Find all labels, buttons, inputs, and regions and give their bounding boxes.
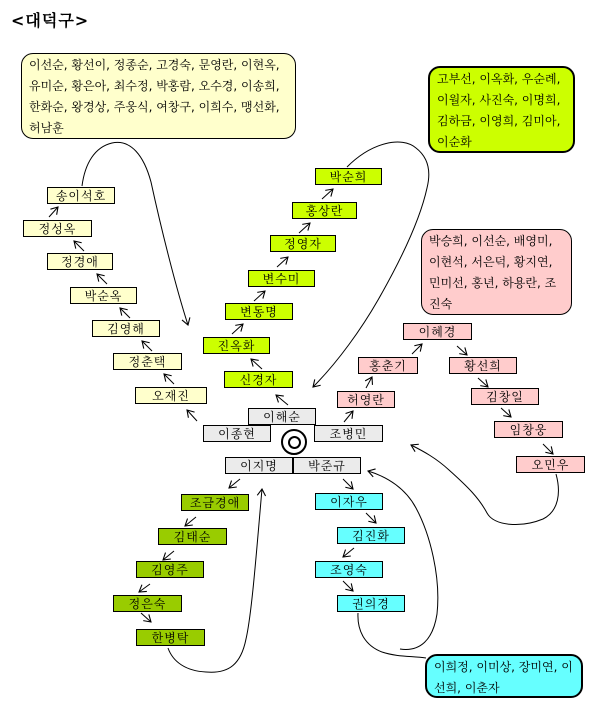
arrow-kimyeongju-jeongeunsuk xyxy=(139,584,150,592)
arrow-ihaesun-singyeongja xyxy=(276,395,288,405)
node-parkjungyu: 박준규 xyxy=(293,457,361,474)
node-kimyeongju: 김영주 xyxy=(136,561,204,578)
arrow-ijimyeong-jogeumgyeongae xyxy=(229,479,240,488)
node-joyeongsuk: 조영숙 xyxy=(315,561,383,578)
node-byeonsumi: 변수미 xyxy=(248,270,315,287)
arrow-parkjungyu-ijawoo xyxy=(343,479,353,489)
node-jeongeunsuk: 정은숙 xyxy=(113,595,182,612)
node-ijonghyeon: 이종현 xyxy=(203,425,271,442)
node-kimjinhwa: 김진화 xyxy=(337,527,405,544)
node-kimtaesun: 김태순 xyxy=(158,528,227,545)
node-singyeongja: 신경자 xyxy=(224,371,293,388)
arrow-ojaejin-jeongchuntaek xyxy=(164,374,174,384)
node-jeongchuntaek: 정춘택 xyxy=(113,353,182,370)
arrow-heoyeongran-hongchungi xyxy=(366,377,372,388)
arrow-kimtaesun-kimyeongju xyxy=(163,551,174,560)
node-jobyeongmin: 조병민 xyxy=(314,425,383,442)
node-jogeumgyeongae: 조금경애 xyxy=(181,494,249,511)
arrow-jogeumgyeongae-kimtaesun xyxy=(185,517,196,526)
arrow-jeongchuntaek-kimyeonghae xyxy=(142,341,152,351)
arrow-imchangung-ominwoo xyxy=(543,444,553,454)
node-jeonggyeongae: 정경애 xyxy=(47,253,113,270)
arrow-hongsangran-parksunhee xyxy=(322,189,333,199)
arrow-ijonghyeon-ojaejin xyxy=(187,410,197,421)
node-ijawoo: 이자우 xyxy=(315,493,383,510)
arrow-jobyeongmin-heoyeongran xyxy=(344,411,353,422)
arrow-hwangseonhee-kimchangil xyxy=(478,378,488,387)
center-circle xyxy=(281,429,307,455)
node-ijimyeong: 이지명 xyxy=(225,457,293,474)
arrow-joyeongsuk-gwonuigyeong xyxy=(343,581,353,591)
arrow-jeongyeongja-hongsangran xyxy=(299,223,310,233)
node-heoyeongran: 허영란 xyxy=(337,391,395,408)
arrow-ijawoo-kimjinhwa xyxy=(366,513,376,523)
arrow-jeongseongok-songiseokho xyxy=(49,207,58,217)
node-parksunok: 박순옥 xyxy=(70,287,137,304)
page-title: <대덕구> xyxy=(11,11,90,30)
node-ominwoo: 오민우 xyxy=(516,456,585,473)
node-byeondongmyeong: 변동명 xyxy=(225,303,293,320)
node-ihaesun: 이해순 xyxy=(248,408,316,425)
node-hanbyeongtak: 한병탁 xyxy=(136,629,205,646)
node-kimyeonghae: 김영해 xyxy=(92,320,160,337)
member-list-yellow: 이선순, 황선이, 정종순, 고경숙, 문영란, 이현옥, 유미순, 황은아, 최수정, 박홍람, 오수경, 이송희, 한화순, 왕경상, 주웅식, 여창구, 이희수, 맹선화, 허남훈 xyxy=(21,53,296,139)
node-hongsangran: 홍상란 xyxy=(292,202,357,219)
arrow-byeonsumi-jeongyeongja xyxy=(277,257,288,267)
arrow-jeongeunsuk-hanbyeongtak xyxy=(141,613,151,622)
member-list-pink: 박승희, 이선순, 배영미, 이현석, 서은덕, 황지연, 민미선, 홍년, 하용란, 조진숙 xyxy=(421,229,572,315)
arrow-hongchungi-ihyegyeong xyxy=(412,344,422,354)
node-ihyegyeong: 이혜경 xyxy=(403,323,472,340)
arrow-jinokhwa-byeondongmyeong xyxy=(232,324,243,334)
node-songiseokho: 송이석호 xyxy=(47,187,115,204)
node-parksunhee: 박순희 xyxy=(315,168,382,185)
node-hongchungi: 홍춘기 xyxy=(358,357,418,374)
node-kimchangil: 김창일 xyxy=(471,388,539,405)
arrow-parksunok-jeonggyeongae xyxy=(97,274,107,284)
member-list-green: 고부선, 이옥화, 우순례, 이월자, 사진숙, 이명희, 김하금, 이영희, 김미아, 이순화 xyxy=(428,66,575,153)
arrow-jeonggyeongae-jeongseongok xyxy=(74,241,84,251)
member-list-cyan: 이희정, 이미상, 장미연, 이선희, 이춘자 xyxy=(425,654,583,698)
arrow-singyeongja-jinokhwa xyxy=(251,359,262,369)
arrow-kimchangil-imchangung xyxy=(501,408,511,417)
node-imchangung: 임창웅 xyxy=(494,421,563,438)
arrow-kimjinhwa-joyeongsuk xyxy=(343,548,354,557)
node-gwonuigyeong: 권의경 xyxy=(337,595,405,612)
link-gwonuigyeong-to-cyangroup xyxy=(358,613,426,658)
node-hwangseonhee: 황선희 xyxy=(449,357,517,374)
center-circle-inner xyxy=(288,436,301,449)
arrow-kimyeonghae-parksunok xyxy=(120,308,130,318)
arrow-byeondongmyeong-byeonsumi xyxy=(254,291,265,301)
node-jeongyeongja: 정영자 xyxy=(270,235,336,252)
arrow-ihyegyeong-hwangseonhee xyxy=(457,346,467,355)
node-ojaejin: 오재진 xyxy=(135,387,207,404)
node-jinokhwa: 진옥화 xyxy=(203,337,270,354)
node-jeongseongok: 정성옥 xyxy=(23,220,92,237)
